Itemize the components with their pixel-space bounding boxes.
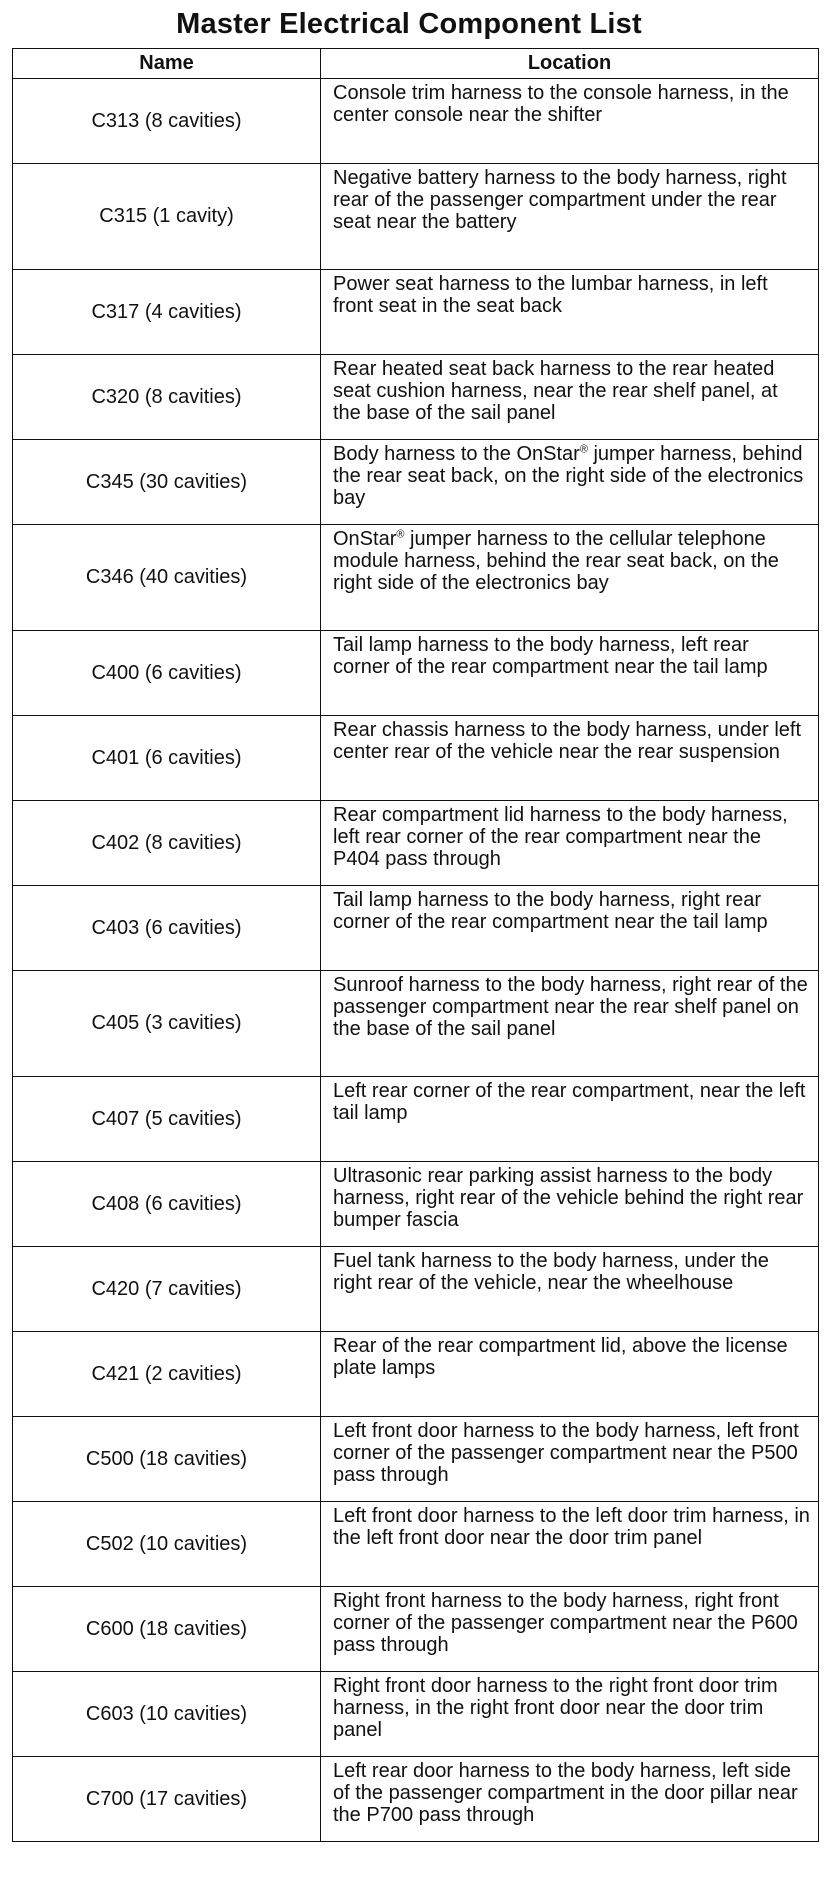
table-header-row [13, 49, 819, 79]
table-row [13, 440, 819, 525]
component-location-cell: Right front harness to the body harness, right front corner of the passenger compartment near the P600 pass through [321, 1587, 819, 1672]
component-name-cell: C320 (8 cavities) [13, 355, 321, 440]
component-location-cell: Right front door harness to the right front door trim harness, in the right front door near the door trim panel [321, 1672, 819, 1757]
table-row [13, 1417, 819, 1502]
component-name-cell: C403 (6 cavities) [13, 886, 321, 971]
component-location-cell: Rear of the rear compartment lid, above the license plate lamps [321, 1332, 819, 1417]
column-header-name: Name [13, 49, 321, 79]
table-row [13, 1162, 819, 1247]
component-location-cell: Negative battery harness to the body harness, right rear of the passenger compartment under the rear seat near the battery [321, 164, 819, 270]
component-name-cell: C407 (5 cavities) [13, 1077, 321, 1162]
component-location-cell: Left rear corner of the rear compartment, near the left tail lamp [321, 1077, 819, 1162]
table-row [13, 270, 819, 355]
component-name-cell: C420 (7 cavities) [13, 1247, 321, 1332]
page-title: Master Electrical Component List [176, 8, 642, 40]
table-row [13, 1502, 819, 1587]
table-row [13, 1077, 819, 1162]
component-location-cell: Rear compartment lid harness to the body harness, left rear corner of the rear compartment near the P404 pass through [321, 801, 819, 886]
component-name-cell: C317 (4 cavities) [13, 270, 321, 355]
component-name-cell: C400 (6 cavities) [13, 631, 321, 716]
component-location-cell: OnStar® jumper harness to the cellular telephone module harness, behind the rear seat back, on the right side of the electronics bay [321, 525, 819, 631]
component-location-cell: Fuel tank harness to the body harness, under the right rear of the vehicle, near the wheelhouse [321, 1247, 819, 1332]
component-location-cell: Tail lamp harness to the body harness, left rear corner of the rear compartment near the tail lamp [321, 631, 819, 716]
table-row [13, 1757, 819, 1842]
component-name-cell: C700 (17 cavities) [13, 1757, 321, 1842]
component-location-cell: Left rear door harness to the body harness, left side of the passenger compartment in the door pillar near the P700 pass through [321, 1757, 819, 1842]
table-row [13, 1587, 819, 1672]
component-location-cell: Power seat harness to the lumbar harness, in left front seat in the seat back [321, 270, 819, 355]
component-name-cell: C405 (3 cavities) [13, 971, 321, 1077]
component-location-cell: Body harness to the OnStar® jumper harness, behind the rear seat back, on the right side of the electronics bay [321, 440, 819, 525]
component-table [12, 48, 819, 1842]
component-name-cell: C345 (30 cavities) [13, 440, 321, 525]
registered-mark: ® [579, 443, 588, 456]
registered-mark: ® [396, 528, 405, 541]
component-name-cell: C408 (6 cavities) [13, 1162, 321, 1247]
component-location-cell: Sunroof harness to the body harness, right rear of the passenger compartment near the rear shelf panel on the base of the sail panel [321, 971, 819, 1077]
table-row [13, 971, 819, 1077]
component-location-cell: Tail lamp harness to the body harness, right rear corner of the rear compartment near the tail lamp [321, 886, 819, 971]
table-body [13, 79, 819, 1842]
table-row [13, 631, 819, 716]
component-name-cell: C600 (18 cavities) [13, 1587, 321, 1672]
table-row [13, 164, 819, 270]
component-name-cell: C346 (40 cavities) [13, 525, 321, 631]
column-header-location: Location [321, 49, 819, 79]
component-location-cell: Left front door harness to the body harness, left front corner of the passenger compartment near the P500 pass through [321, 1417, 819, 1502]
component-name-cell: C421 (2 cavities) [13, 1332, 321, 1417]
component-name-cell: C315 (1 cavity) [13, 164, 321, 270]
component-name-cell: C502 (10 cavities) [13, 1502, 321, 1587]
component-name-cell: C603 (10 cavities) [13, 1672, 321, 1757]
component-location-cell: Console trim harness to the console harness, in the center console near the shifter [321, 79, 819, 164]
component-location-cell: Ultrasonic rear parking assist harness to the body harness, right rear of the vehicle behind the right rear bumper fascia [321, 1162, 819, 1247]
table-row [13, 355, 819, 440]
component-name-cell: C402 (8 cavities) [13, 801, 321, 886]
table-row [13, 1332, 819, 1417]
component-name-cell: C313 (8 cavities) [13, 79, 321, 164]
table-row [13, 716, 819, 801]
component-name-cell: C500 (18 cavities) [13, 1417, 321, 1502]
table-row [13, 1247, 819, 1332]
table-row [13, 79, 819, 164]
table-row [13, 801, 819, 886]
component-location-cell: Rear chassis harness to the body harness, under left center rear of the vehicle near the rear suspension [321, 716, 819, 801]
component-location-cell: Left front door harness to the left door trim harness, in the left front door near the door trim panel [321, 1502, 819, 1587]
table-row [13, 886, 819, 971]
table-row [13, 1672, 819, 1757]
table-row [13, 525, 819, 631]
component-name-cell: C401 (6 cavities) [13, 716, 321, 801]
component-location-cell: Rear heated seat back harness to the rear heated seat cushion harness, near the rear shelf panel, at the base of the sail panel [321, 355, 819, 440]
